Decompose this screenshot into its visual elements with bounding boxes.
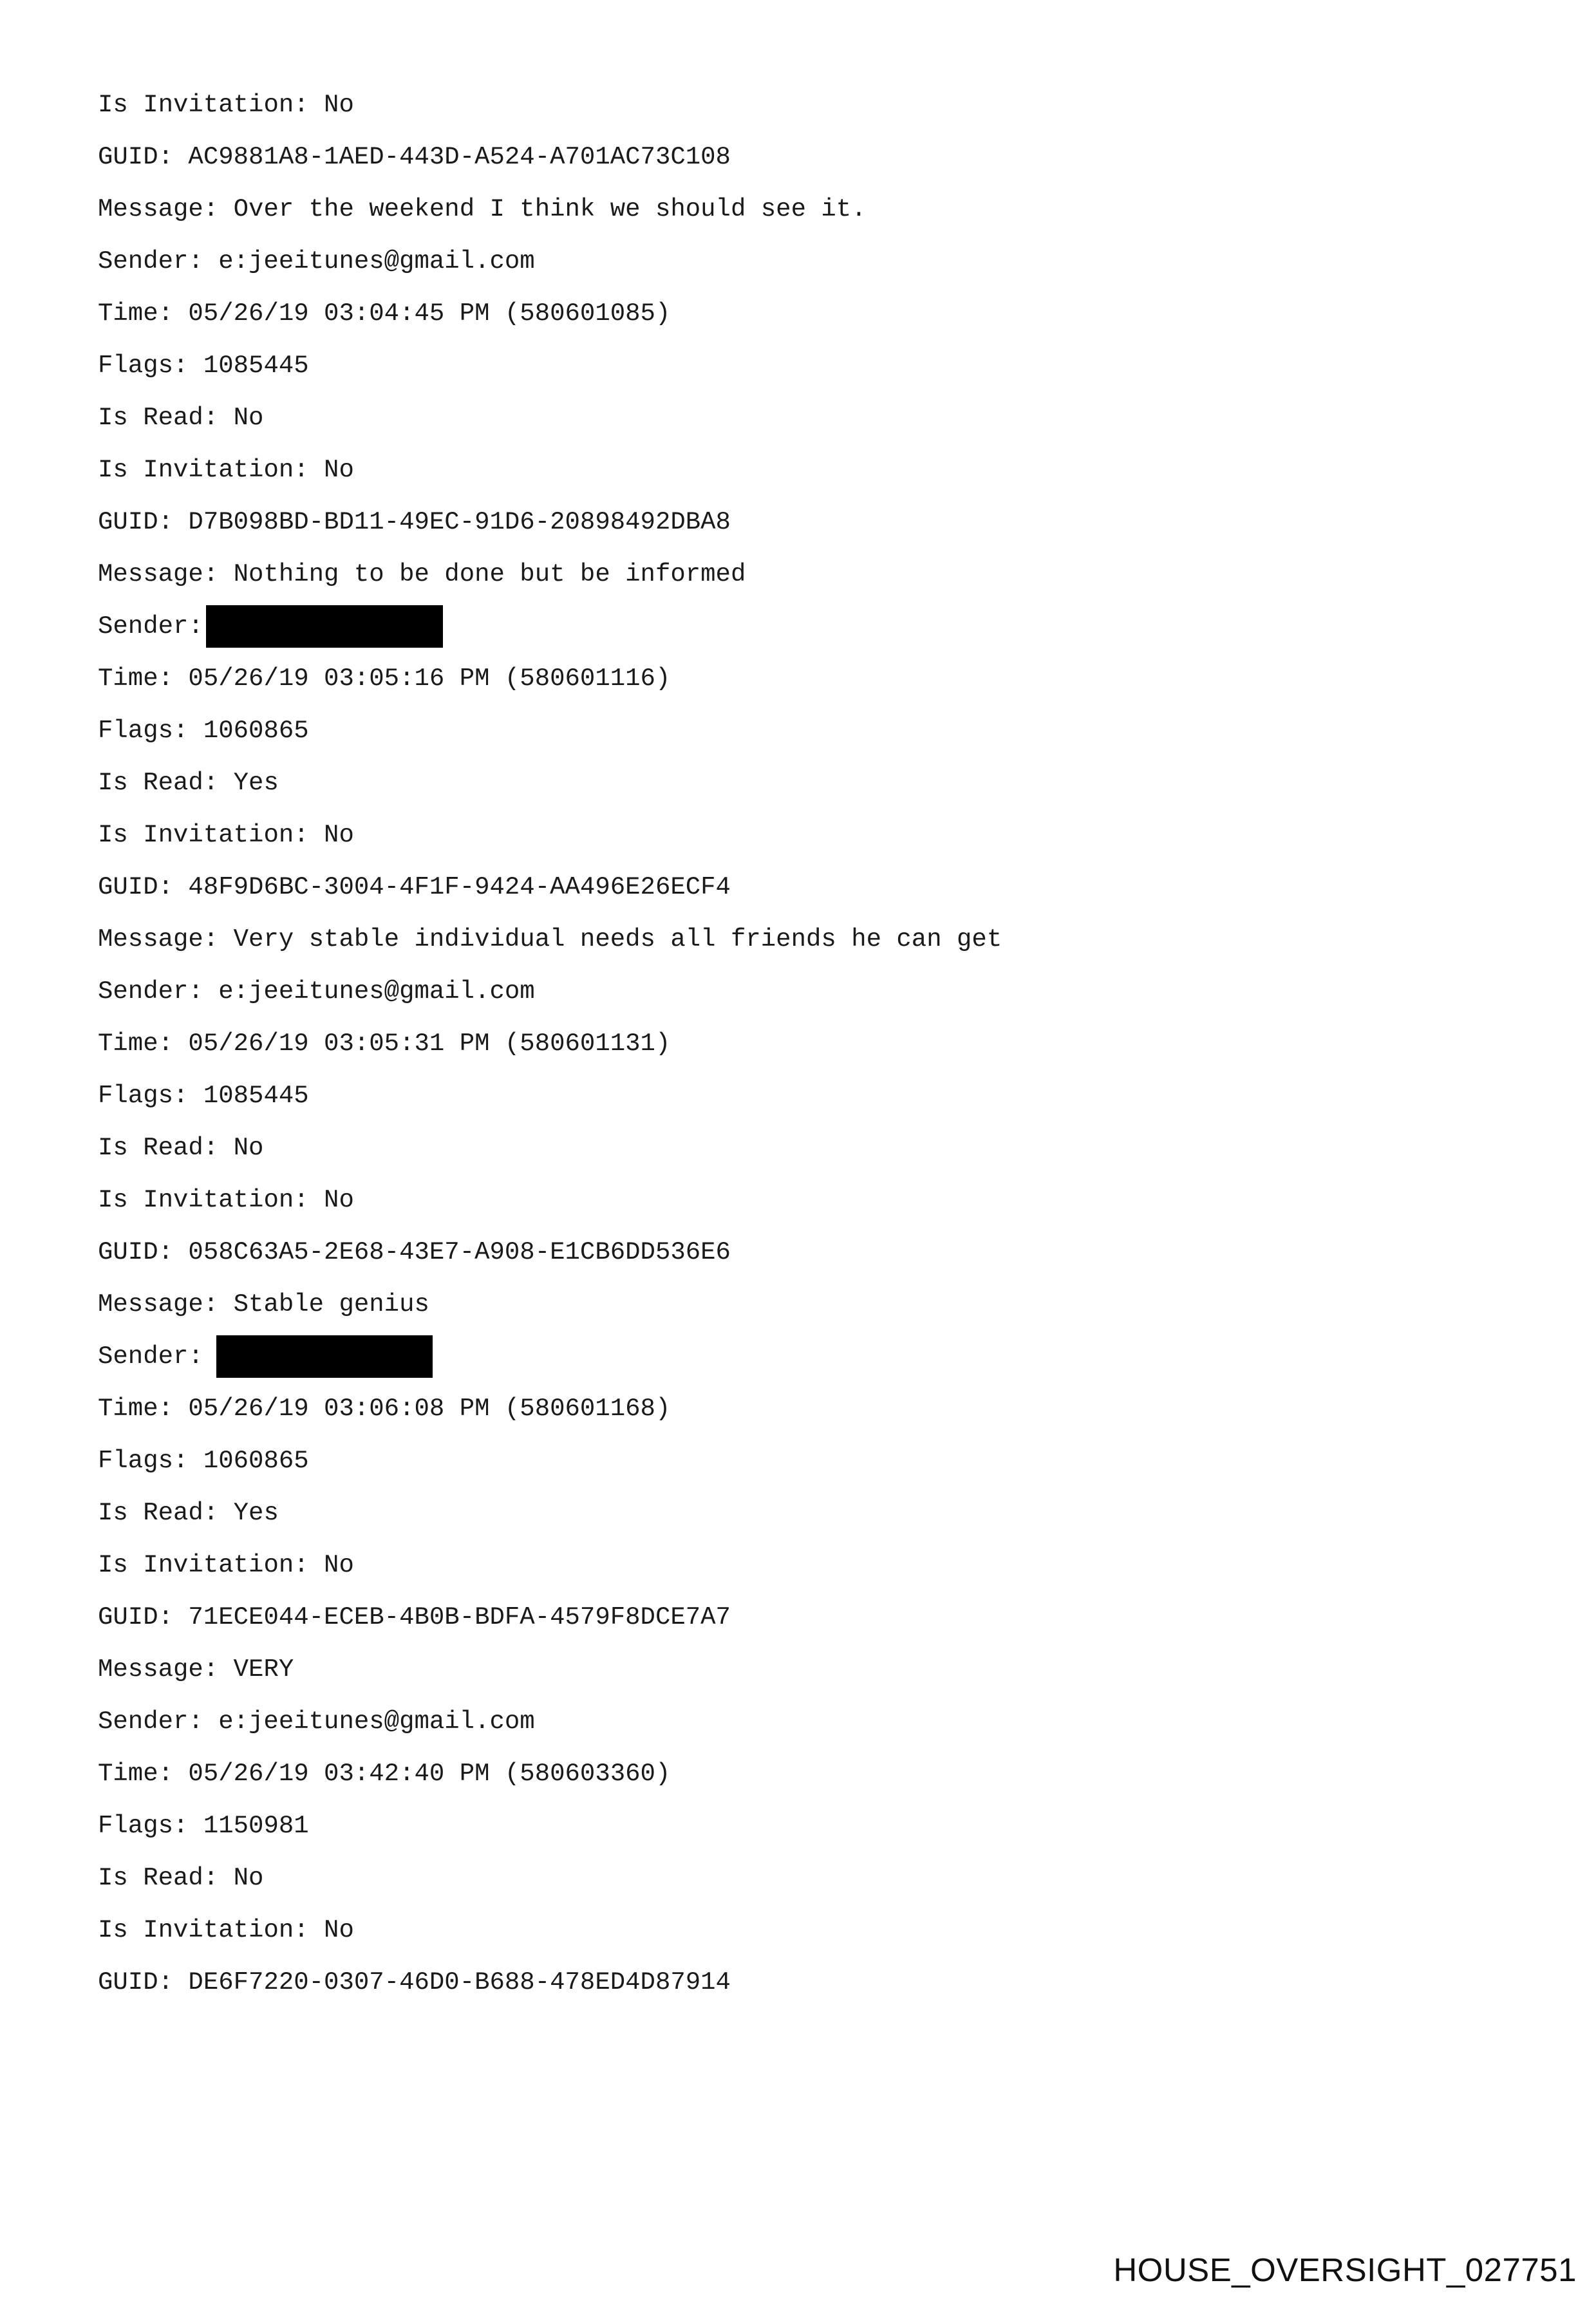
sender-value: e:jeeitunes@gmail.com (218, 247, 535, 276)
message-line: Message: Very stable individual needs all friends he can get (98, 925, 1002, 954)
flags-line: Flags: 1150981 (98, 1812, 309, 1840)
guid-line: GUID: 71ECE044-ECEB-4B0B-BDFA-4579F8DCE7A7 (98, 1603, 731, 1631)
sender-label: Sender: (98, 1707, 203, 1736)
sender-label: Sender: (98, 612, 203, 641)
sender-label: Sender: (98, 247, 203, 276)
flags-line: Flags: 1085445 (98, 1082, 309, 1110)
message-record (98, 247, 1514, 589)
is-invitation-line: Is Invitation: No (98, 1551, 354, 1579)
guid-line: GUID: DE6F7220-0307-46D0-B688-478ED4D87914 (98, 1968, 731, 1997)
redaction-box (216, 1335, 433, 1378)
guid-line: GUID: D7B098BD-BD11-49EC-91D6-20898492DBA8 (98, 508, 731, 536)
is-invitation-line: Is Invitation: No (98, 1186, 354, 1214)
time-line: Time: 05/26/19 03:42:40 PM (580603360) (98, 1760, 671, 1788)
message-record (98, 1707, 1514, 1997)
guid-line: GUID: 48F9D6BC-3004-4F1F-9424-AA496E26ECF4 (98, 873, 731, 901)
guid-line: GUID: 058C63A5-2E68-43E7-A908-E1CB6DD536E6 (98, 1238, 731, 1266)
is-invitation-line: Is Invitation: No (98, 1916, 354, 1944)
sender-line (98, 977, 1514, 1006)
is-read-line: Is Read: No (98, 1864, 264, 1892)
is-read-line: Is Read: Yes (98, 1499, 279, 1527)
message-line: Message: VERY (98, 1655, 294, 1684)
redaction-box (206, 605, 443, 648)
is-read-line: Is Read: Yes (98, 769, 279, 797)
sender-label: Sender: (98, 977, 203, 1006)
sender-line (98, 1342, 1514, 1371)
sender-value: e:jeeitunes@gmail.com (218, 977, 535, 1006)
is-invitation-line: Is Invitation: No (98, 456, 354, 484)
message-log (98, 90, 1514, 2020)
message-record-partial (98, 90, 1514, 224)
message-record (98, 612, 1514, 954)
time-line: Time: 05/26/19 03:05:16 PM (580601116) (98, 664, 671, 693)
time-line: Time: 05/26/19 03:06:08 PM (580601168) (98, 1395, 671, 1423)
sender-label: Sender: (98, 1342, 203, 1371)
sender-line (98, 247, 1514, 276)
message-line: Message: Stable genius (98, 1290, 429, 1319)
sender-value: e:jeeitunes@gmail.com (218, 1707, 535, 1736)
flags-line: Flags: 1060865 (98, 1447, 309, 1475)
guid-line: GUID: AC9881A8-1AED-443D-A524-A701AC73C108 (98, 143, 731, 171)
is-read-line: Is Read: No (98, 404, 264, 432)
message-line: Message: Over the weekend I think we should see it. (98, 195, 867, 223)
is-read-line: Is Read: No (98, 1134, 264, 1162)
flags-line: Flags: 1085445 (98, 352, 309, 380)
is-invitation-line: Is Invitation: No (98, 91, 354, 119)
flags-line: Flags: 1060865 (98, 717, 309, 745)
message-record (98, 1342, 1514, 1684)
bates-number: HOUSE_OVERSIGHT_027751 (1113, 2251, 1577, 2288)
time-line: Time: 05/26/19 03:04:45 PM (580601085) (98, 299, 671, 328)
time-line: Time: 05/26/19 03:05:31 PM (580601131) (98, 1029, 671, 1058)
message-record (98, 977, 1514, 1319)
sender-line (98, 612, 1514, 641)
is-invitation-line: Is Invitation: No (98, 821, 354, 849)
message-line: Message: Nothing to be done but be informed (98, 560, 746, 588)
sender-line (98, 1707, 1514, 1736)
